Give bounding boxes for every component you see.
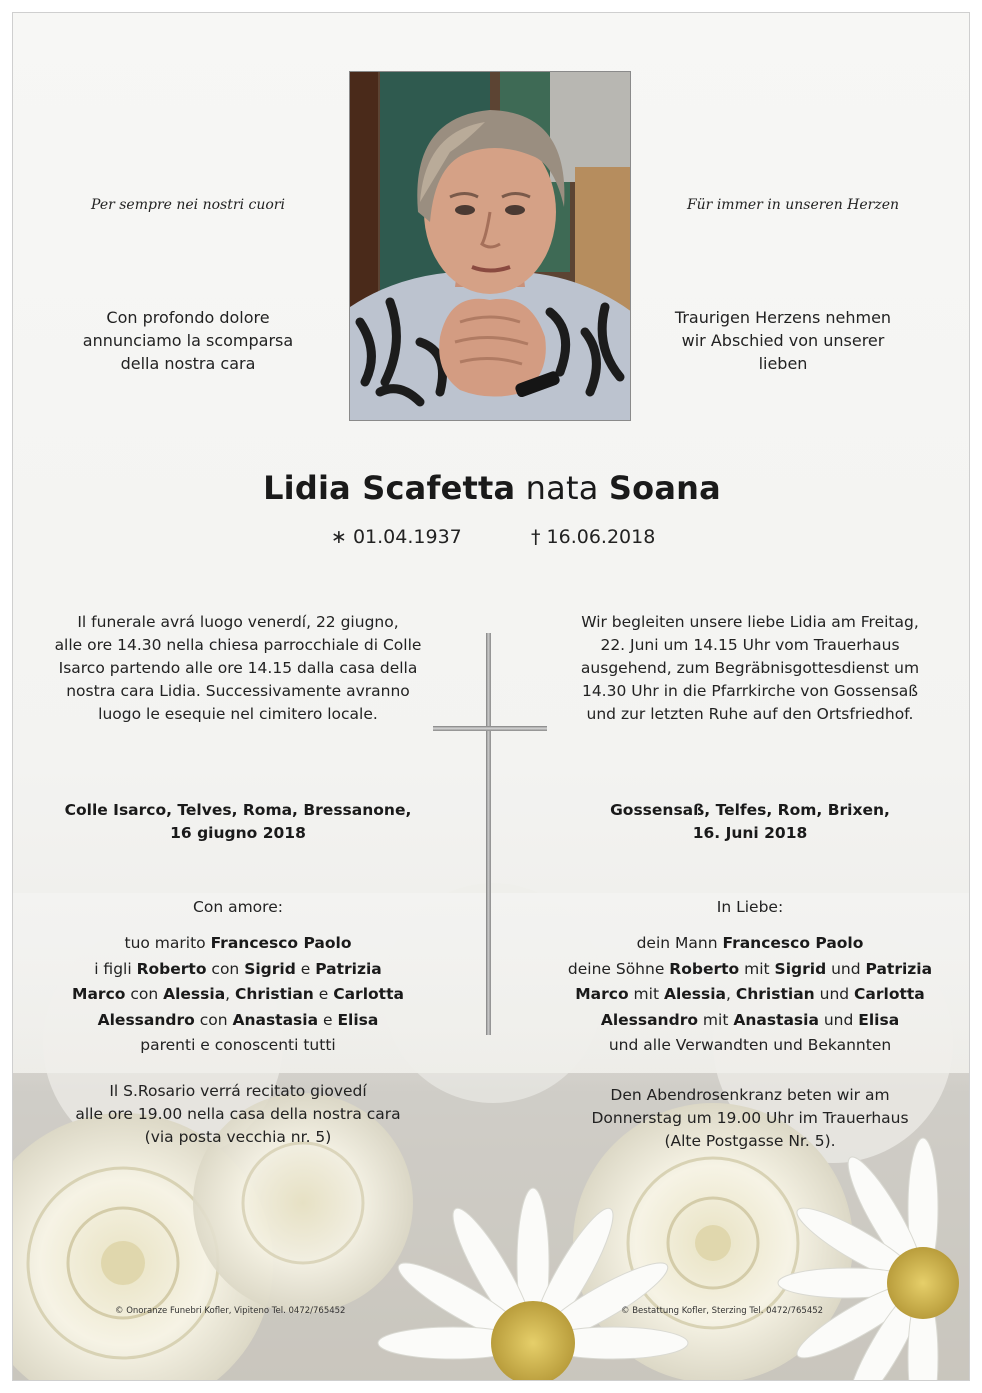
text-line: 22. Juni um 14.15 Uhr vom Trauerhaus xyxy=(600,636,900,654)
family-line xyxy=(33,957,443,983)
family-member-name: Alessia xyxy=(663,985,727,1003)
rosary-text-german xyxy=(545,1084,955,1153)
text-line: alle ore 19.00 nella casa della nostra cara xyxy=(75,1105,401,1123)
family-member-name: Francesco Paolo xyxy=(210,934,352,952)
funeral-text-italian xyxy=(33,611,443,726)
family-list-german xyxy=(545,931,955,1059)
family-text: e xyxy=(318,1010,338,1029)
text-line: ausgehend, zum Begräbnisgottesdienst um xyxy=(580,659,920,677)
family-member-name: Patrizia xyxy=(315,959,382,978)
place-line: Colle Isarco, Telves, Roma, Bressanone, xyxy=(64,801,412,819)
family-line xyxy=(33,1008,443,1034)
family-member-name: Alessia xyxy=(163,985,226,1003)
family-member-name: Sigrid xyxy=(244,959,296,978)
family-member-name: Patrizia xyxy=(865,959,933,978)
family-member-name: Anastasia xyxy=(733,1010,819,1029)
family-text: con xyxy=(206,959,245,978)
birth-date: ∗ 01.04.1937 xyxy=(331,526,462,548)
obituary-card xyxy=(12,12,970,1381)
family-list-italian xyxy=(33,931,443,1059)
funeral-text-german xyxy=(545,611,955,726)
intro-line: wir Abschied von unserer xyxy=(681,331,885,350)
family-line xyxy=(33,1033,443,1059)
family-member-name: Christian xyxy=(235,985,314,1003)
text-line: Il S.Rosario verrá recitato giovedí xyxy=(109,1082,367,1100)
family-line xyxy=(545,931,955,957)
family-text: mit xyxy=(739,959,775,978)
family-line xyxy=(545,1008,955,1034)
motto-italian: Per sempre nei nostri cuori xyxy=(91,197,285,213)
family-text: e xyxy=(313,985,334,1003)
cross-icon-bar xyxy=(433,726,547,731)
intro-line: della nostra cara xyxy=(120,354,256,373)
family-line xyxy=(545,1033,955,1059)
family-member-name: Roberto xyxy=(669,959,740,978)
family-text: , xyxy=(225,985,236,1003)
family-text: mit xyxy=(697,1010,734,1029)
family-text: tuo marito xyxy=(124,934,211,952)
family-text: und xyxy=(814,985,855,1003)
portrait-photo xyxy=(349,71,631,421)
text-line: Isarco partendo alle ore 14.15 dalla casa della xyxy=(58,659,418,677)
family-text: und xyxy=(818,1010,859,1029)
family-member-name: Marco xyxy=(575,985,629,1003)
place-date-german xyxy=(545,799,955,845)
intro-line: lieben xyxy=(758,354,808,373)
family-text: parenti e conoscenti tutti xyxy=(140,1036,336,1054)
rosary-text-italian xyxy=(33,1080,443,1149)
place-date-italian xyxy=(33,799,443,845)
family-member-name: Alessandro xyxy=(97,1010,195,1029)
family-member-name: Elisa xyxy=(337,1010,379,1029)
love-label-german: In Liebe: xyxy=(716,898,784,916)
intro-line: Traurigen Herzens nehmen xyxy=(674,308,892,327)
love-label-italian: Con amore: xyxy=(193,898,283,916)
place-line: Gossensaß, Telfes, Rom, Brixen, xyxy=(610,801,890,819)
family-member-name: Christian xyxy=(735,985,815,1003)
family-text: mit xyxy=(628,985,664,1003)
family-text: con xyxy=(194,1010,233,1029)
family-member-name: Elisa xyxy=(858,1010,900,1029)
footer-german: © Bestattung Kofler, Sterzing Tel. 0472/765452 xyxy=(621,1306,824,1316)
date-line: 16. Juni 2018 xyxy=(692,824,808,842)
family-text: con xyxy=(125,985,164,1003)
deceased-first-name: Lidia Scafetta xyxy=(263,469,516,507)
footer-italian: © Onoranze Funebri Kofler, Vipiteno Tel. 0472/765452 xyxy=(115,1306,346,1316)
family-member-name: Marco xyxy=(72,985,126,1003)
family-member-name: Francesco Paolo xyxy=(722,934,864,952)
family-text: dein Mann xyxy=(636,934,723,952)
intro-italian xyxy=(53,306,323,375)
family-member-name: Sigrid xyxy=(774,959,827,978)
cross-icon xyxy=(486,633,491,1035)
family-member-name: Anastasia xyxy=(232,1010,319,1029)
family-text: e xyxy=(295,959,316,978)
nee-label: nata xyxy=(525,469,599,507)
text-line: 14.30 Uhr in die Pfarrkirche von Gossensaß xyxy=(581,682,919,700)
text-line: Il funerale avrá luogo venerdí, 22 giugno, xyxy=(77,613,399,631)
intro-line: annunciamo la scomparsa xyxy=(82,331,294,350)
text-line: alle ore 14.30 nella chiesa parrocchiale di Colle xyxy=(54,636,422,654)
deceased-maiden-name: Soana xyxy=(608,469,721,507)
death-date: † 16.06.2018 xyxy=(531,526,656,548)
text-line: (Alte Postgasse Nr. 5). xyxy=(664,1132,836,1150)
family-member-name: Alessandro xyxy=(600,1010,698,1029)
deceased-name xyxy=(13,469,970,507)
text-line: und zur letzten Ruhe auf den Ortsfriedhof. xyxy=(586,705,914,723)
intro-german xyxy=(648,306,918,375)
family-text: und xyxy=(826,959,866,978)
family-text: und alle Verwandten und Bekannten xyxy=(608,1036,892,1054)
family-member-name: Roberto xyxy=(136,959,207,978)
family-member-name: Carlotta xyxy=(333,985,404,1003)
family-text: , xyxy=(726,985,736,1003)
text-line: nostra cara Lidia. Successivamente avranno xyxy=(66,682,410,700)
family-text: deine Söhne xyxy=(567,959,670,978)
text-line: Wir begleiten unsere liebe Lidia am Freitag, xyxy=(581,613,919,631)
intro-line: Con profondo dolore xyxy=(106,308,270,327)
family-line xyxy=(545,982,955,1008)
family-line xyxy=(33,982,443,1008)
text-line: luogo le esequie nel cimitero locale. xyxy=(98,705,378,723)
family-line xyxy=(33,931,443,957)
family-member-name: Carlotta xyxy=(854,985,925,1003)
date-line: 16 giugno 2018 xyxy=(170,824,306,842)
text-line: Den Abendrosenkranz beten wir am xyxy=(610,1086,890,1104)
motto-german: Für immer in unseren Herzen xyxy=(686,197,900,213)
text-line: Donnerstag um 19.00 Uhr im Trauerhaus xyxy=(591,1109,909,1127)
family-line xyxy=(545,957,955,983)
text-line: (via posta vecchia nr. 5) xyxy=(144,1128,332,1146)
family-text: i figli xyxy=(94,959,137,978)
